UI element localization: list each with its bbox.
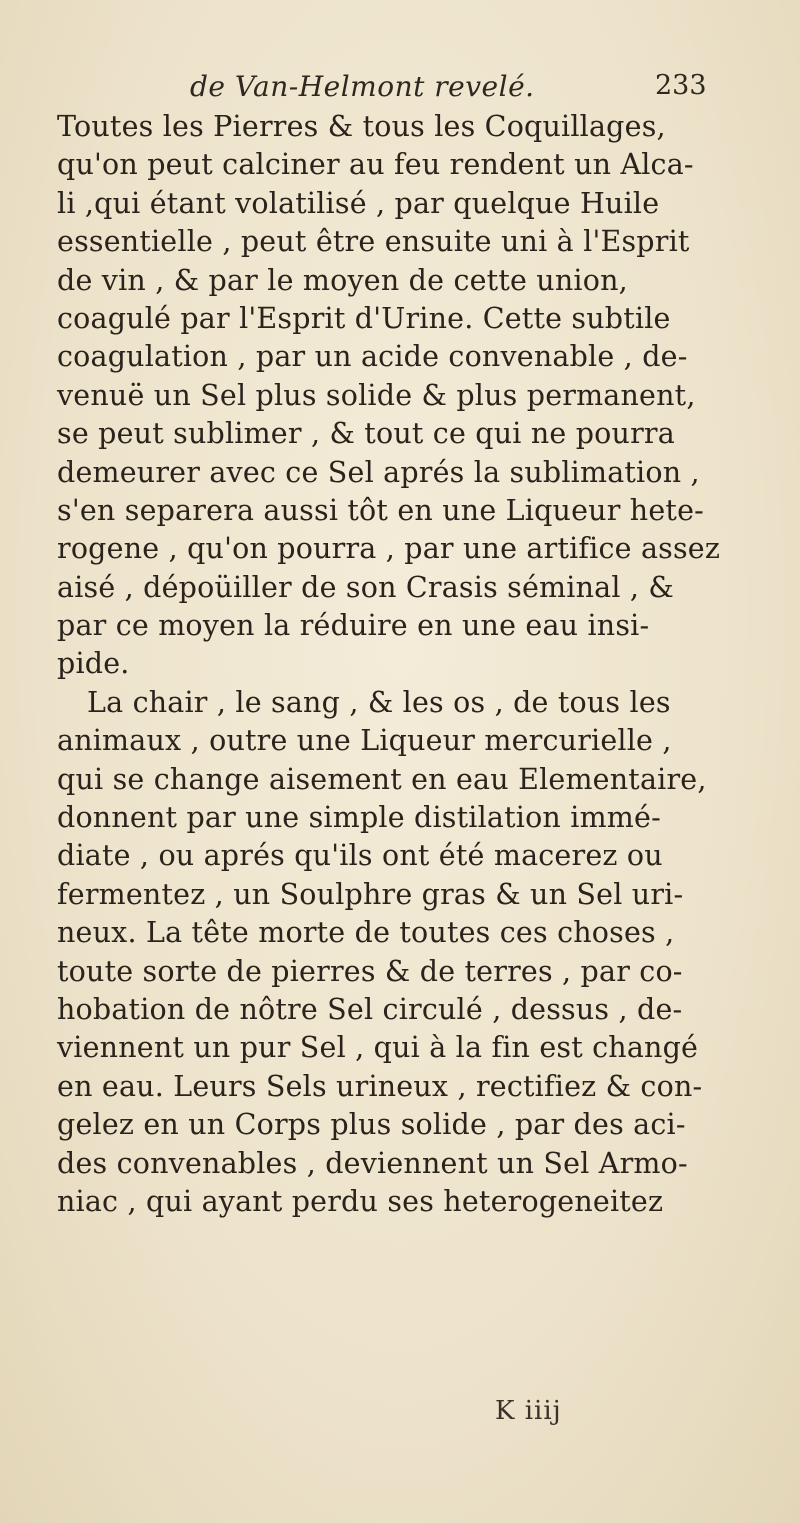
text-line: qu'on peut calciner au feu rendent un Alca-	[57, 148, 694, 182]
text-line: essentielle , peut être ensuite uni à l'Esprit	[57, 225, 690, 259]
text-line: neux. La tête morte de toutes ces choses ,	[57, 916, 675, 950]
text-line: de vin , & par le moyen de cette union,	[57, 263, 628, 297]
text-line: Toutes les Pierres & tous les Coquillages,	[57, 110, 666, 143]
page-number: 233	[655, 70, 707, 101]
text-line: coagulé par l'Esprit d'Urine. Cette subtile	[57, 301, 671, 335]
text-line: diate , ou aprés qu'ils ont été macerez ou	[57, 839, 663, 873]
text-line: La chair , le sang , & les os , de tous les	[87, 685, 671, 719]
text-line: venuë un Sel plus solide & plus permanent,	[57, 378, 696, 412]
text-line: viennent un pur Sel , qui à la fin est changé	[57, 1031, 699, 1065]
text-line: rogene , qu'on pourra , par une artifice assez	[57, 532, 721, 566]
text-line: coagulation , par un acide convenable , de-	[57, 340, 688, 374]
text-line: donnent par une simple distilation immé-	[57, 801, 661, 835]
text-line: se peut sublimer , & tout ce qui ne pourra	[57, 417, 675, 451]
text-line: toute sorte de pierres & de terres , par co-	[57, 954, 683, 988]
text-line: pide.	[57, 647, 130, 681]
text-line: demeurer avec ce Sel aprés la sublimation ,	[57, 455, 700, 489]
text-line: des convenables , deviennent un Sel Armo-	[57, 1146, 688, 1180]
text-line: en eau. Leurs Sels urineux , rectifiez & con-	[57, 1069, 703, 1103]
body-text	[57, 108, 757, 1221]
text-line: fermentez , un Soulphre gras & un Sel uri-	[57, 877, 684, 911]
text-line: qui se change aisement en eau Elementaire,	[57, 762, 707, 796]
text-line: s'en separera aussi tôt en une Liqueur hete-	[57, 493, 704, 527]
text-line: hobation de nôtre Sel circulé , dessus , de-	[57, 992, 683, 1026]
text-line: animaux , outre une Liqueur mercurielle ,	[57, 724, 672, 758]
text-line: aisé , dépoüiller de son Crasis séminal , &	[57, 570, 674, 604]
text-line: li ,qui étant volatilisé , par quelque Huile	[57, 186, 660, 220]
signature-mark: K iiij	[495, 1396, 562, 1426]
running-head: de Van-Helmont revelé.	[190, 70, 535, 103]
text-line: niac , qui ayant perdu ses heterogeneitez	[57, 1184, 664, 1218]
text-line: par ce moyen la réduire en une eau insi-	[57, 609, 650, 643]
text-line: gelez en un Corps plus solide , par des aci-	[57, 1108, 686, 1142]
